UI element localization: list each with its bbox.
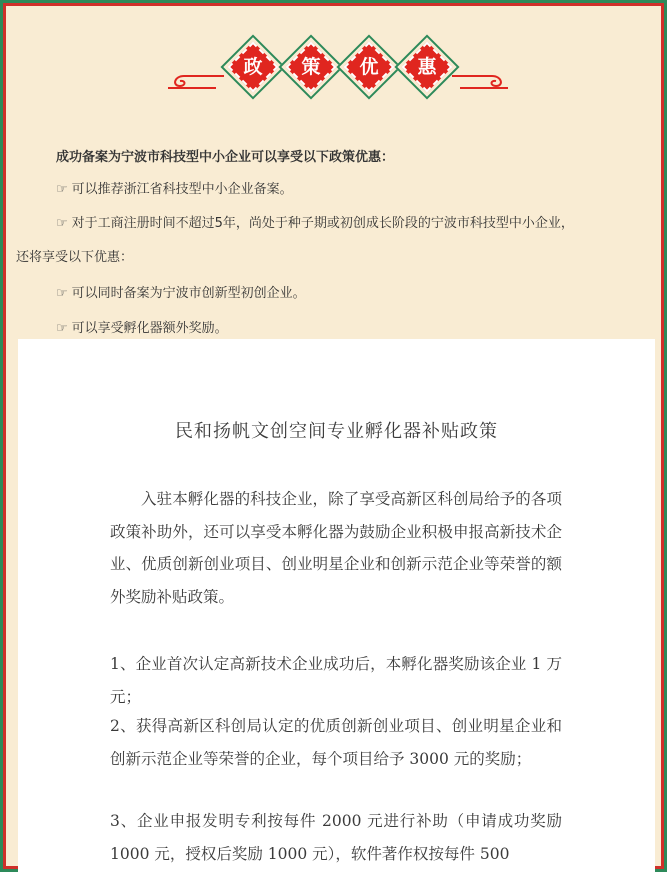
intro-lead: 成功备案为宁波市科技型中小企业可以享受以下政策优惠： bbox=[56, 150, 395, 165]
pointing-hand-icon: ☞ bbox=[56, 286, 68, 301]
title-diamond-1 bbox=[220, 34, 286, 100]
document-item: 2、获得高新区科创局认定的优质创新创业项目、创业明星企业和创新示范企业等荣誉的企业，每个项目给予 3000 元的奖励； bbox=[110, 717, 562, 768]
document-title: 民和扬帆文创空间专业孵化器补贴政策 bbox=[175, 421, 498, 442]
page-background bbox=[3, 3, 664, 869]
right-swirl-ornament bbox=[450, 72, 510, 92]
title-diamond-3 bbox=[336, 34, 402, 100]
pointing-hand-icon: ☞ bbox=[56, 321, 68, 336]
pointing-hand-icon: ☞ bbox=[56, 182, 68, 197]
intro-item: ☞ 可以推荐浙江省科技型中小企业备案。 bbox=[56, 182, 293, 197]
pointing-hand-icon: ☞ bbox=[56, 216, 68, 231]
document-item: 1、企业首次认定高新技术企业成功后，本孵化器奖励该企业 1 万元； bbox=[110, 655, 562, 706]
policy-document-image bbox=[18, 339, 655, 872]
section-header bbox=[6, 6, 667, 126]
intro-item: ☞ 对于工商注册时间不超过5年，尚处于种子期或初创成长阶段的宁波市科技型中小企业， bbox=[56, 216, 574, 231]
intro-continuation: 还将享受以下优惠： bbox=[16, 250, 134, 265]
intro-item: ☞ 可以享受孵化器额外奖励。 bbox=[56, 321, 228, 336]
title-char: 政 bbox=[243, 56, 263, 78]
document-paragraph: 入驻本孵化器的科技企业，除了享受高新区科创局给予的各项政策补助外，还可以享受本孵化器为鼓励企业积极申报高新技术企业、优质创新创业项目、创业明星企业和创新示范企业等荣誉的额外奖励补贴政策。 bbox=[110, 490, 562, 606]
title-char: 策 bbox=[301, 56, 321, 78]
document-item: 3、企业申报发明专利按每件 2000 元进行补助（申请成功奖励 1000 元，授权后奖励 1000 元），软件著作权按每件 500 bbox=[110, 812, 562, 863]
intro-item: ☞ 可以同时备案为宁波市创新型初创企业。 bbox=[56, 286, 306, 301]
left-swirl-ornament bbox=[166, 72, 226, 92]
title-diamond-2 bbox=[278, 34, 344, 100]
title-char: 优 bbox=[359, 56, 379, 78]
title-char: 惠 bbox=[417, 56, 437, 78]
